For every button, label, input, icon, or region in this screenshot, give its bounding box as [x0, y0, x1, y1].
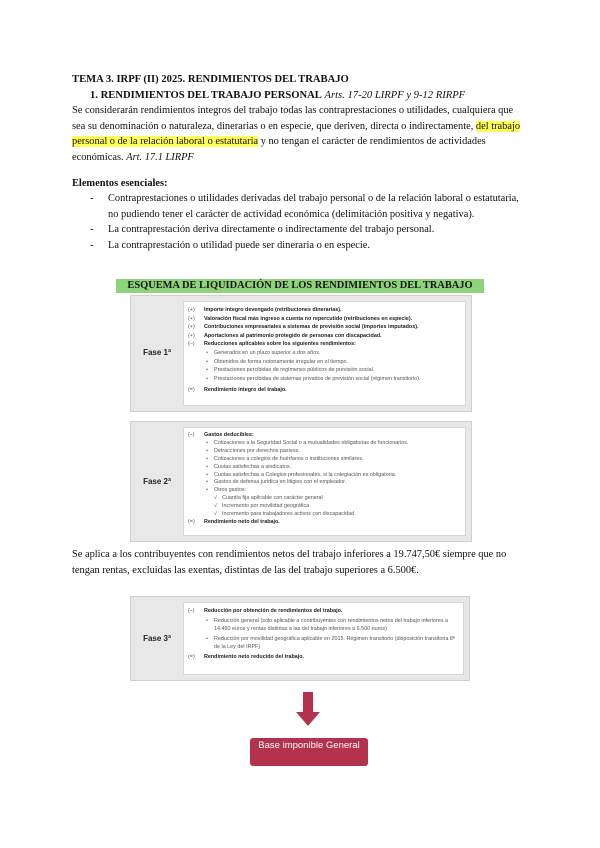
fase1-row: (–) Reducciones aplicables sobre los siguientes rendimientos: [188, 341, 356, 348]
fase2-head: (–) Gastos deducibles: [188, 432, 254, 438]
definition-reference: Art. 17.1 LIRPF [126, 151, 194, 163]
definition-text-b: y no tengan el carácter de rendimientos de actividades económicas. [72, 136, 486, 163]
fase2-check: √ Cuantía fija aplicable con carácter general [188, 495, 461, 503]
section-reference: Arts. 17-20 LIRPF y 9-12 RIRPF [324, 90, 466, 101]
down-arrow-icon [296, 692, 320, 726]
fase1-row: (+) Contribuciones empresariales a sistemas de previsión social (importes imputados). [188, 324, 419, 331]
scheme-title: ESQUEMA DE LIQUIDACIÓN DE LOS RENDIMIENTOS DEL TRABAJO [116, 279, 484, 293]
applicability-paragraph: Se aplica a los contribuyentes con rendimientos netos del trabajo inferiores a 19.747,50€ siempre que no tengan rentas, excluidas las exentas, distintas de las del trabajo superiores a 6.500€. [72, 549, 507, 576]
list-item: - Contraprestaciones o utilidades derivadas del trabajo personal o de la relación laboral o estatutaria, no pudiendo tener el carácter de actividad económica (delimitación positiva y negativa). [90, 191, 530, 222]
fase2-bullet: • Cuotas satisfechas a Colegios profesionales, si la colegiación es obligatoria. [188, 472, 461, 480]
fase1-bullet: • Generados en un plazo superior a dos años. [188, 349, 461, 358]
fase2-bullet: • Otros gastos: [188, 487, 461, 495]
fase3-content [183, 602, 464, 675]
list-item: - La contraprestación o utilidad puede ser dineraria o en especie. [90, 238, 530, 254]
section-number: 1. [90, 90, 98, 101]
fase1-label: Fase 1ª [143, 348, 171, 357]
fase3-result: (=) Rendimiento neto reducido del trabajo. [188, 654, 305, 660]
fase2-bullet: • Gastos de defensa jurídica en litigios con el empleador. [188, 479, 461, 487]
fase3-head: (–) Reducción por obtención de rendimientos del trabajo. [188, 608, 343, 614]
elements-heading: Elementos esenciales: [72, 178, 168, 189]
fase2-bullet: • Detracciones por derechos pasivos. [188, 448, 461, 456]
fase3-bullet: • Reducción por movilidad geográfica aplicable en 2015. Régimen transitorio (disposición transitoria 8ª de la Ley del IRPF) [188, 635, 459, 651]
fase1-bullet: • Obtenidos de forma notoriamente irregular en el tiempo. [188, 358, 461, 367]
fase1-row: (+) Aportaciones al patrimonio protegido de personas con discapacidad. [188, 332, 382, 339]
fase1-content [183, 301, 466, 406]
base-imponible-box: Base imponible General [250, 738, 368, 766]
fase2-check: √ Incremento para trabajadores activos con discapacidad [188, 511, 461, 519]
fase1-result: (=) Rendimiento íntegro del trabajo. [188, 387, 287, 394]
fase1-row: (+) Valoración fiscal más ingreso a cuenta no repercutido (retribuciones en especie). [188, 315, 413, 322]
fase1-row: (+) Importe íntegro devengado (retribuciones dinerarias). [188, 307, 342, 313]
fase1-panel [130, 295, 472, 412]
fase2-label: Fase 2ª [143, 477, 171, 486]
fase2-check: √ Incremento por movilidad geográfica [188, 503, 461, 511]
fase3-bullet: • Reducción general (solo aplicable a contribuyentes con rendimientos netos del trabajo inferiores a 14.450 euros y rentas distintas a las del trabajo inferiores a 6.500 euros) [188, 617, 459, 633]
document-title: TEMA 3. IRPF (II) 2025. RENDIMIENTOS DEL TRABAJO [72, 74, 349, 85]
fase1-bullet: • Prestaciones percibidas de regímenes públicos de previsión social. [188, 366, 461, 375]
fase2-content [183, 427, 466, 536]
fase2-bullet: • Cotizaciones a colegios de huérfanos o instituciones similares. [188, 456, 461, 464]
fase2-panel [130, 421, 472, 542]
elements-list [90, 191, 530, 253]
list-item: - La contraprestación deriva directamente o indirectamente del trabajo personal. [90, 222, 530, 238]
fase2-result: (=) Rendimiento neto del trabajo. [188, 518, 280, 525]
fase3-label: Fase 3ª [143, 634, 171, 643]
fase2-bullet: • Cuotas satisfechas a sindicatos. [188, 464, 461, 472]
section-title: RENDIMIENTOS DEL TRABAJO PERSONAL [100, 90, 322, 101]
definition-highlight: del trabajo personal o de la relación laboral o estatutaria [72, 120, 521, 147]
definition-paragraph [72, 103, 528, 165]
fase2-bullet: • Cotizaciones a la Seguridad Social o a mutualidades obligatorias de funcionarios. [188, 440, 461, 448]
definition-text-a: Se considerarán rendimientos íntegros del trabajo todas las contraprestaciones o utilidades, cualquiera que sea su denominación o naturaleza, dinerarias o en especie, que deriven, directa o indirectamente, [72, 105, 514, 132]
fase1-bullet: • Prestaciones percibidas de sistemas privados de previsión social (régimen transitorio). [188, 375, 461, 384]
fase3-panel [130, 596, 470, 681]
section-heading [90, 88, 546, 104]
